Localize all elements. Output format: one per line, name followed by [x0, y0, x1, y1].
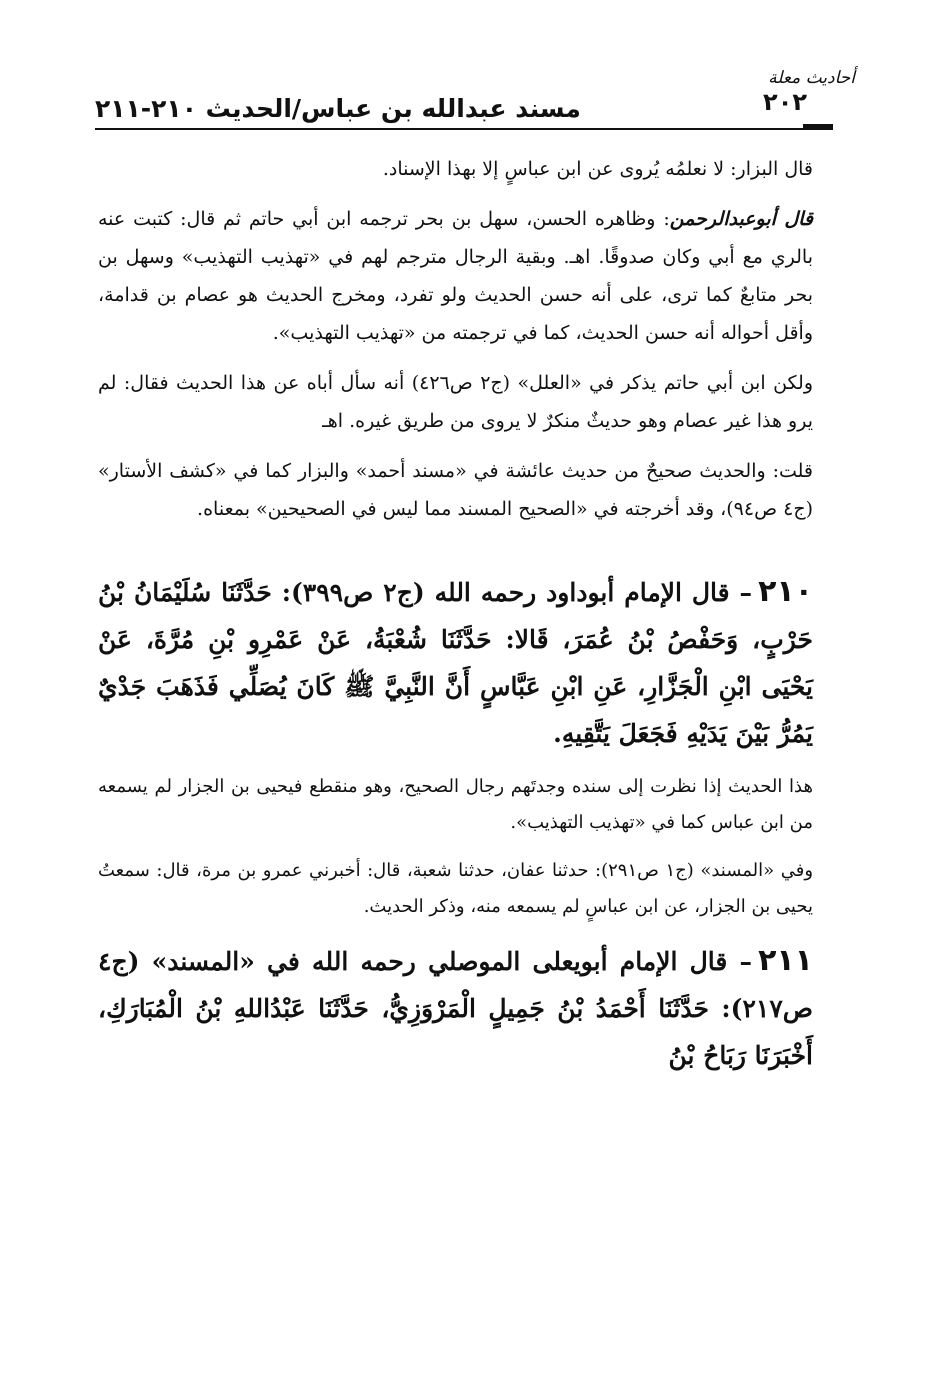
hadith-number: ٢١١: [758, 943, 813, 978]
page-title: مسند عبدالله بن عباس/الحديث ٢١٠-٢١١: [95, 94, 581, 123]
page-header: [95, 68, 855, 130]
hadith-210: [98, 568, 813, 757]
paragraph-commentary-text: : وظاهره الحسن، سهل بن بحر ترجمه ابن أبي حاتم ثم قال: كتبت عنه بالري مع أبي وكان صدوقًا. اهـ. وبقية الرجال مترجم لهم في «تهذيب التهذيب» وسهل بن بحر متابعٌ كما ترى، على أنه حسن الحديث ولو تفرد، ومخرج الحديث هو عصام بن قدامة، وأقل أحواله أنه حسن الحديث، كما في ترجمته من «تهذيب التهذيب».: [98, 208, 813, 344]
page-body: [98, 150, 813, 1079]
page-number: ٢٠٢: [763, 88, 807, 116]
paragraph-commentary: [98, 200, 813, 352]
paragraph-musnad-note: وفي «المسند» (ج١ ص٢٩١): حدثنا عفان، حدثنا شعبة، قال: أخبرني عمرو بن مرة، قال: سمعتُ يحيى بن الجزار، عن ابن عباسٍ لم يسمعه منه، وذكر الحديث.: [98, 860, 814, 917]
header-rule: [95, 128, 833, 130]
header-rule-accent: [803, 124, 833, 128]
paragraph-isnad-note: هذا الحديث إذا نظرت إلى سنده وجدتَهم رجال الصحيح، وهو منقطع فيحيى بن الجزار لم يسمعه من ابن عباس كما في «تهذيب التهذيب».: [98, 776, 813, 833]
handwritten-note: أحاديث معلة: [768, 68, 855, 88]
hadith-text: – قال الإمام أبوداود رحمه الله (ج٢ ص٣٩٩): حَدَّثَنَا سُلَيْمَانُ بْنُ حَرْبٍ، وَحَفْصُ بْنُ عُمَرَ، قَالا: حَدَّثَنَا شُعْبَةُ، عَنْ عَمْرِو بْنِ مُرَّةَ، عَنْ يَحْيَى ابْنِ الْجَزَّارِ، عَنِ ابْنِ عَبَّاسٍ أَنَّ النَّبِيَّ ﷺ كَانَ يُصَلِّي فَذَهَبَ جَدْيٌ يَمُرُّ بَيْنَ يَدَيْهِ فَجَعَلَ يَتَّقِيهِ.: [98, 578, 813, 748]
hadith-211: [98, 937, 813, 1079]
hadith-text: – قال الإمام أبويعلى الموصلي رحمه الله في «المسند» (ج٤ ص٢١٧): حَدَّثَنَا أَحْمَدُ بْنُ جَمِيلٍ الْمَرْوَزِيُّ، حَدَّثَنَا عَبْدُاللهِ بْنُ الْمُبَارَكِ، أَخْبَرَنَا رَبَاحُ بْنُ: [98, 947, 813, 1070]
paragraph-conclusion: قلت: والحديث صحيحٌ من حديث عائشة في «مسند أحمد» والبزار كما في «كشف الأستار» (ج٤ ص٩٤)، وقد أخرجته في «الصحيح المسند مما ليس في الصحيحين» بمعناه.: [98, 460, 813, 520]
paragraph-ilal: ولكن ابن أبي حاتم يذكر في «العلل» (ج٢ ص٤٢٦) أنه سأل أباه عن هذا الحديث فقال: لم يرو هذا غير عصام وهو حديثٌ منكرٌ لا يروى من طريق غيره. اهـ: [98, 372, 813, 432]
hadith-number: ٢١٠: [758, 574, 813, 609]
paragraph-bazzar: قال البزار: لا نعلمُه يُروى عن ابن عباسٍ إلا بهذا الإسناد.: [382, 158, 813, 180]
author-signature: قال أبوعبدالرحمن: [669, 208, 814, 230]
